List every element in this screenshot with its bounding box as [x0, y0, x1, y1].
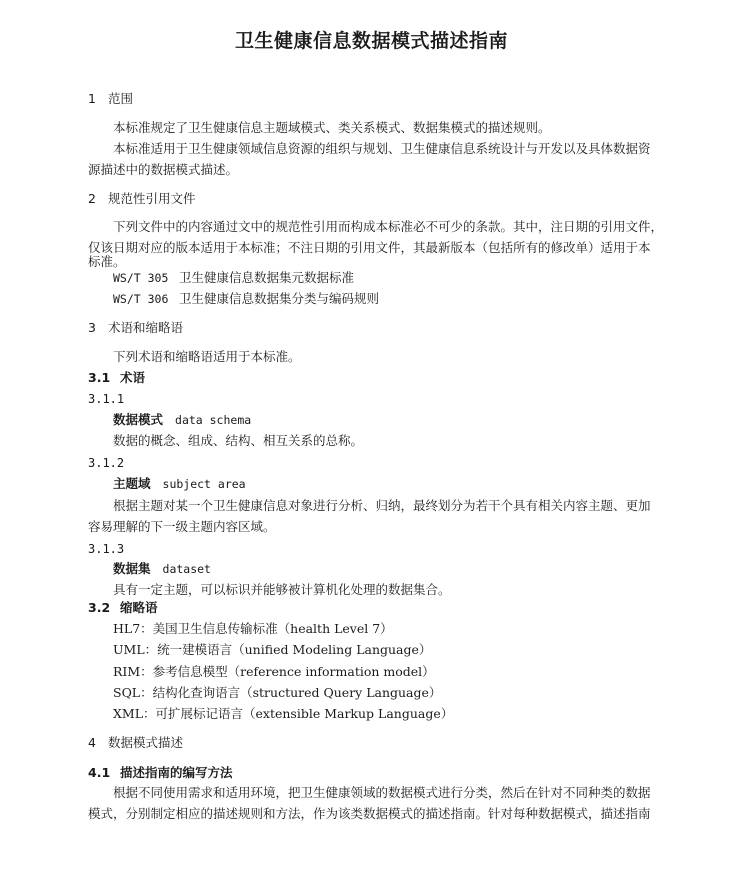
section-number: 3.1	[88, 370, 111, 385]
term-cn: 数据模式	[113, 412, 164, 427]
paragraph: 根据不同使用需求和适用环境，把卫生健康领域的数据模式进行分类，然后在针对不同种类的数据	[113, 785, 651, 800]
paragraph: 本标准规定了卫生健康信息主题域模式、类关系模式、数据集模式的描述规则。	[113, 120, 551, 135]
section-number: 3.2	[88, 600, 111, 615]
page-title: 卫生健康信息数据模式描述指南	[234, 30, 508, 52]
abbreviation-item: SQL：结构化查询语言（structured Query Language）	[113, 685, 442, 700]
term-definition-continuation: 容易理解的下一级主题内容区域。	[88, 519, 276, 534]
paragraph-continuation: 仅该日期对应的版本适用于本标准；不注日期的引用文件，其最新版本（包括所有的修改单）适用于本	[88, 240, 651, 255]
term-en: dataset	[162, 562, 211, 576]
term-definition: 具有一定主题，可以标识并能够被计算机化处理的数据集合。	[113, 582, 451, 597]
paragraph-continuation: 标准。	[88, 254, 126, 269]
section-number: 3	[88, 320, 96, 335]
reference-name: 卫生健康信息数据集元数据标准	[179, 270, 355, 285]
section-title: 术语和缩略语	[108, 320, 184, 335]
section-1-heading	[88, 89, 678, 109]
section-number: 2	[88, 191, 96, 206]
section-3-heading	[88, 318, 678, 338]
term-definition: 数据的概念、组成、结构、相互关系的总称。	[113, 433, 364, 448]
paragraph-continuation: 源描述中的数据模式描述。	[88, 162, 239, 177]
paragraph: 下列文件中的内容通过文中的规范性引用而构成本标准必不可少的条款。其中，注日期的引用文件，	[113, 219, 664, 234]
section-title: 术语	[120, 370, 146, 385]
section-title: 规范性引用文件	[108, 191, 196, 206]
term-heading	[113, 410, 678, 430]
section-number: 4.1	[88, 765, 111, 780]
term-heading	[113, 559, 678, 579]
section-title: 范围	[108, 91, 134, 106]
subsection-3-1-heading	[88, 368, 678, 388]
abbreviation-item: HL7：美国卫生信息传输标准（health Level 7）	[113, 621, 393, 636]
paragraph-continuation: 模式，分别制定相应的描述规则和方法，作为该类数据模式的描述指南。针对每种数据模式，描述指南	[88, 806, 651, 821]
term-number: 3.1.2	[88, 456, 125, 470]
abbreviation-item: RIM：参考信息模型（reference information model）	[113, 664, 435, 679]
reference-item	[113, 268, 678, 288]
paragraph: 本标准适用于卫生健康领域信息资源的组织与规划、卫生健康信息系统设计与开发以及具体数据资	[113, 141, 651, 156]
section-title: 数据模式描述	[108, 735, 184, 750]
term-cn: 主题域	[113, 476, 151, 491]
section-number: 4	[88, 735, 96, 750]
section-4-heading	[88, 733, 678, 753]
reference-item	[113, 289, 678, 309]
term-en: data schema	[175, 413, 252, 427]
reference-code: WS/T 306	[113, 292, 169, 306]
reference-code: WS/T 305	[113, 271, 169, 285]
term-number: 3.1.1	[88, 392, 125, 406]
term-number: 3.1.3	[88, 542, 125, 556]
reference-name: 卫生健康信息数据集分类与编码规则	[179, 291, 380, 306]
paragraph: 下列术语和缩略语适用于本标准。	[113, 349, 301, 364]
section-title: 描述指南的编写方法	[120, 765, 233, 780]
section-2-heading	[88, 189, 678, 209]
abbreviation-item: UML：统一建模语言（unified Modeling Language）	[113, 642, 432, 657]
subsection-3-2-heading	[88, 598, 678, 618]
subsection-4-1-heading	[88, 763, 678, 783]
term-definition: 根据主题对某一个卫生健康信息对象进行分析、归纳，最终划分为若干个具有相关内容主题、更加	[113, 498, 651, 513]
term-en: subject area	[162, 477, 246, 491]
abbreviation-item: XML：可扩展标记语言（extensible Markup Language）	[113, 706, 454, 721]
section-number: 1	[88, 91, 96, 106]
section-title: 缩略语	[120, 600, 158, 615]
term-heading	[113, 474, 678, 494]
term-cn: 数据集	[113, 561, 151, 576]
